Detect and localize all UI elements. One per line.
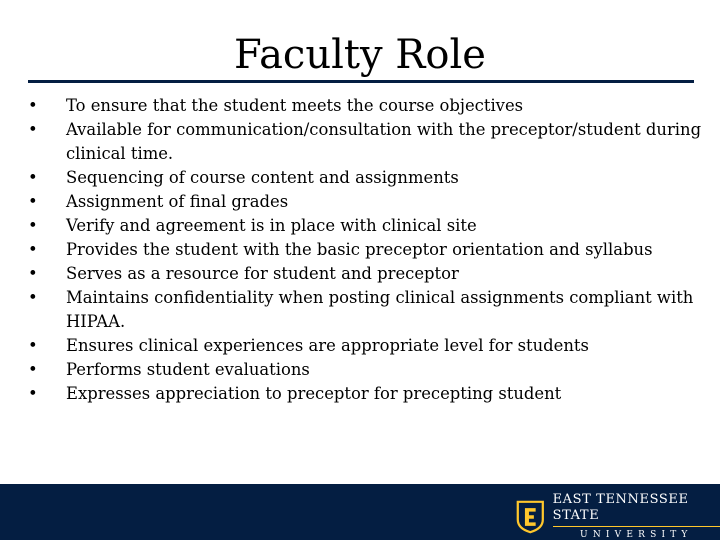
bullet-dot-icon: • [28, 120, 38, 139]
bullet-item [28, 118, 708, 166]
bullet-dot-icon: • [28, 360, 38, 379]
bullet-dot-icon: • [28, 240, 38, 259]
bullet-text: Ensures clinical experiences are appropriate level for students [66, 336, 589, 355]
title-divider [28, 80, 694, 83]
bullet-text: Available for communication/consultation with the preceptor/student during clinical time. [66, 120, 702, 163]
bullet-text: Provides the student with the basic preceptor orientation and syllabus [66, 240, 653, 259]
bullet-dot-icon: • [28, 336, 38, 355]
bullet-dot-icon: • [28, 288, 38, 307]
bullet-dot-icon: • [28, 384, 38, 403]
logo-line-1: EAST TENNESSEE STATE [553, 492, 720, 527]
bullet-dot-icon: • [28, 264, 38, 283]
bullet-text: Sequencing of course content and assignments [66, 168, 459, 187]
etsu-shield-icon [516, 498, 545, 536]
bullet-text: Performs student evaluations [66, 360, 310, 379]
bullet-item [28, 334, 708, 358]
bullet-list [28, 94, 708, 406]
bullet-item [28, 214, 708, 238]
bullet-item [28, 238, 708, 262]
slide-title: Faculty Role [234, 32, 486, 78]
bullet-text: Serves as a resource for student and preceptor [66, 264, 459, 283]
bullet-item [28, 358, 708, 382]
university-logo [516, 492, 720, 542]
bullet-item [28, 262, 708, 286]
logo-wordmark [553, 492, 720, 542]
logo-line-2: UNIVERSITY [580, 530, 693, 540]
bullet-item [28, 190, 708, 214]
bullet-text: Expresses appreciation to preceptor for precepting student [66, 384, 562, 403]
bullet-text: Maintains confidentiality when posting clinical assignments compliant with HIPAA. [66, 288, 694, 331]
bullet-dot-icon: • [28, 216, 38, 235]
bullet-dot-icon: • [28, 168, 38, 187]
bullet-dot-icon: • [28, 96, 38, 115]
bullet-item [28, 94, 708, 118]
bullet-text: To ensure that the student meets the course objectives [66, 96, 524, 115]
bullet-item [28, 166, 708, 190]
bullet-item [28, 382, 708, 406]
bullet-dot-icon: • [28, 192, 38, 211]
bullet-text: Assignment of final grades [66, 192, 289, 211]
bullet-text: Verify and agreement is in place with clinical site [66, 216, 477, 235]
bullet-item [28, 286, 708, 334]
